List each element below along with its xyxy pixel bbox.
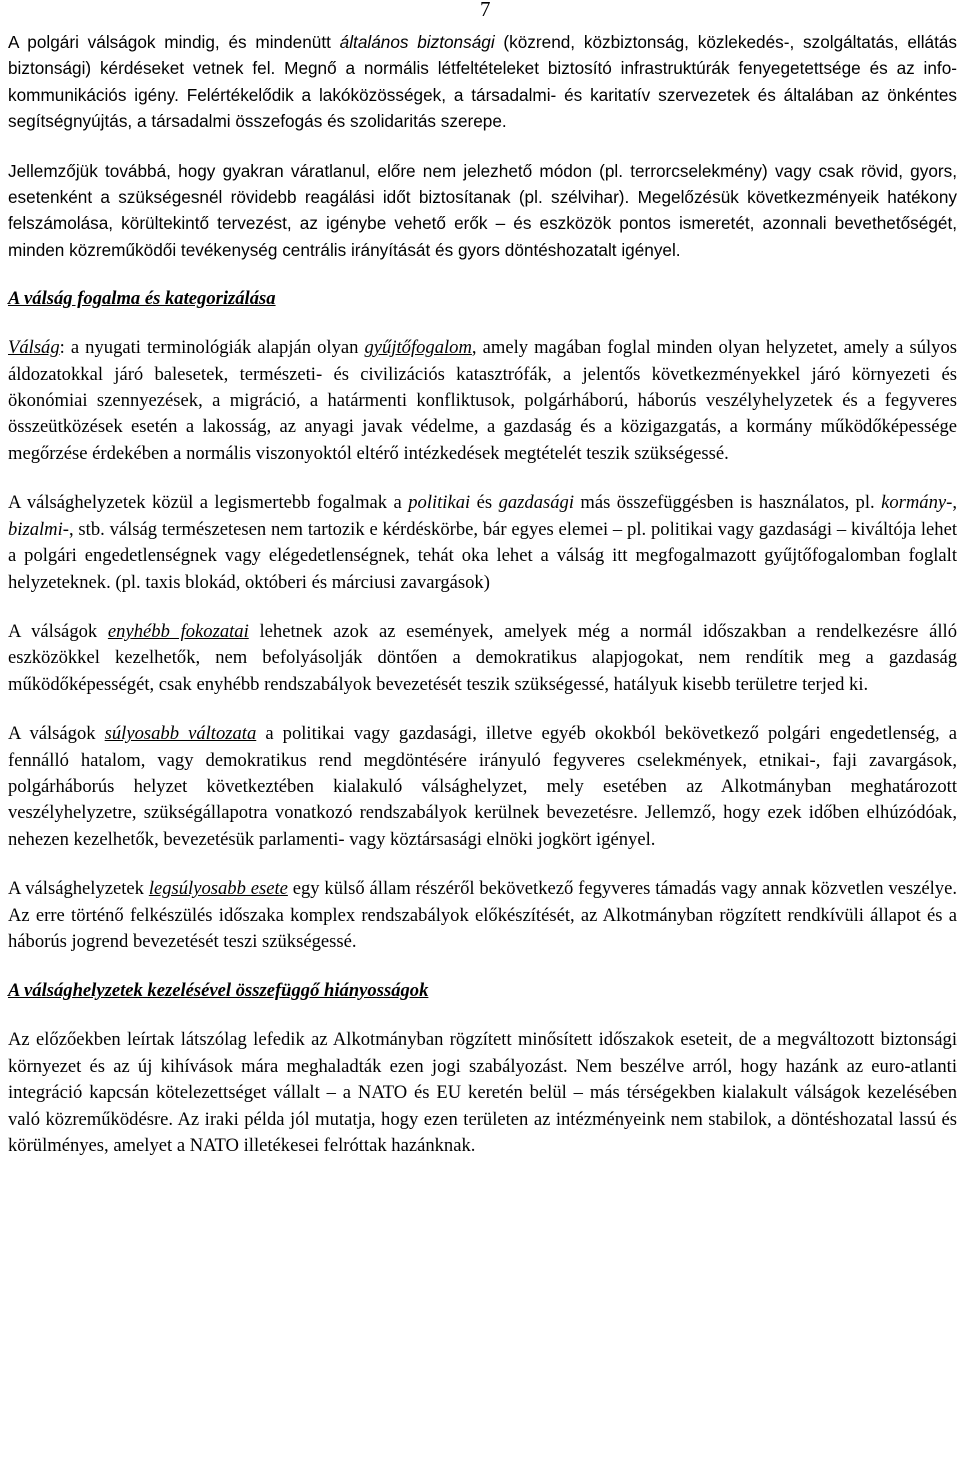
- page-number: 7: [480, 0, 491, 21]
- political-economic-crisis-paragraph: A válsághelyzetek közül a legismertebb fogalmak a politikai és gazdasági más összefüggésben is használatos, pl. kormány-, bizalmi-, stb. válság természetesen nem tartozik e kérdéskörbe, bár egyes elemei – pl. politikai vagy gazdasági – kiváltója lehet a polgári engedetlenségnek vagy elégedetlenségnek, tehát oka lehet a válság itt megfogalmazott gyűjtőfogalomban foglalt helyzeteknek. (pl. taxis blokád, októberi és márciusi zavargások): [8, 492, 957, 593]
- most-severe-crisis-paragraph: A válsághelyzetek legsúlyosabb esete egy külső állam részéről bekövetkező fegyveres támadás vagy annak közvetlen veszélye. Az erre történő felkészülés időszaka komplex rendszabályok előkészítését, az Alkotmányban rögzített rendkívüli állapot és a háborús jogrend bevezetését teszi szükségessé.: [8, 878, 957, 952]
- intro-paragraph-2: Jellemzőjük továbbá, hogy gyakran váratlanul, előre nem jelezhető módon (pl. terrorcselekmény) vagy csak rövid, gyors, esetenként a szükségesnél rövidebb reagálási időt biztosítanak (pl. szélvihar). Megelőzésük következményeik hatékony felszámolása, körültekintő tervezést, az igénybe vehető erők – és eszközök pontos ismeretét, azonnali bevethetőségét, minden közreműködői tevékenység centrális irányítását és gyors döntéshozatalt igényel.: [8, 160, 957, 260]
- severe-crisis-paragraph: A válságok súlyosabb változata a politikai vagy gazdasági, illetve egyéb okokból bekövetkező polgári engedetlenség, a fennálló hatalom, vagy demokratikus rend megdöntésére irányuló fegyveres cselekmények, etnikai-, faji zavargások, polgárháborús helyzet következtében kialakuló válsághelyzet, mely esetében az Alkotmányban meghatározott veszélyhelyzetre, szükségállapotra vonatkozó rendszabályok kerülnek bevezetésre. Jellemző, hogy ezek időben elhúzódóak, nehezen kezelhetők, bevezetésük parlamenti- vagy köztársasági elnöki jogkört igényel.: [8, 723, 958, 850]
- document-page: [8, 0, 957, 1159]
- section-heading-crisis-definition: A válság fogalma és kategorizálása: [8, 288, 276, 310]
- section-heading-deficiencies: A válsághelyzetek kezelésével összefüggő hiányosságok: [8, 980, 429, 1002]
- milder-crisis-paragraph: A válságok enyhébb fokozatai lehetnek azok az események, amelyek még a normál időszakban a rendelkezésre álló eszközökkel kezelhetők, nem befolyásolják döntően a demokratikus alapjogokat, nem rendítik meg a gazdaság működőképességét, csak enyhébb rendszabályok bevezetését teszik szükségessé, hatályuk kisebb területre terjed ki.: [8, 620, 957, 695]
- crisis-definition-paragraph: Válság: a nyugati terminológiák alapján olyan gyűjtőfogalom, amely magában foglal minden olyan helyzetet, amely a súlyos áldozatokkal járó balesetek, természeti- és civilizációs katasztrófák, a jelentős következményekkel járó környezeti és ökonómiai szennyezések, a migráció, a határmenti konfliktusok, polgárháború, háborús veszélyhelyzetek és a fegyveres összeütközések esetén a lakosság, az anyagi javak védelme, a gazdaság és a közigazgatás, a kormány működőképessége megőrzése érdekében a normális viszonyoktól eltérő intézkedések megtételét teszik szükségessé.: [8, 337, 957, 464]
- deficiencies-paragraph: Az előzőekben leírtak látszólag lefedik az Alkotmányban rögzített minősített időszakok eseteit, de a megváltozott biztonsági környezet és az új kihívások mára meghaladták ezen jogi szabályozást. Nem beszélve arról, hogy hazánk az euro-atlanti integráció kapcsán kötelezettséget vállalt – a NATO és EU keretén belül – más térségekben kialakult válságok kezelésében való közreműködésre. Az iraki példa jól mutatja, hogy ezen területen az intézményeink nem stabilok, a döntéshozatal lassú és körülményes, amelyet a NATO illetékesei felróttak hazánknak.: [8, 1029, 957, 1156]
- intro-paragraph-1: A polgári válságok mindig, és mindenütt általános biztonsági (közrend, közbiztonság, közlekedés-, szolgáltatás, ellátás biztonsági) kérdéseket vetnek fel. Megnő a normális létfeltételeket biztosító infrastruktúrák fenyegetettsége és az info-kommunikációs igény. Felértékelődik a lakóközösségek, a társadalmi- és karitatív szervezetek és általában az önkéntes segítségnyújtás, a társadalmi összefogás és szolidaritás szerepe.: [8, 32, 958, 132]
